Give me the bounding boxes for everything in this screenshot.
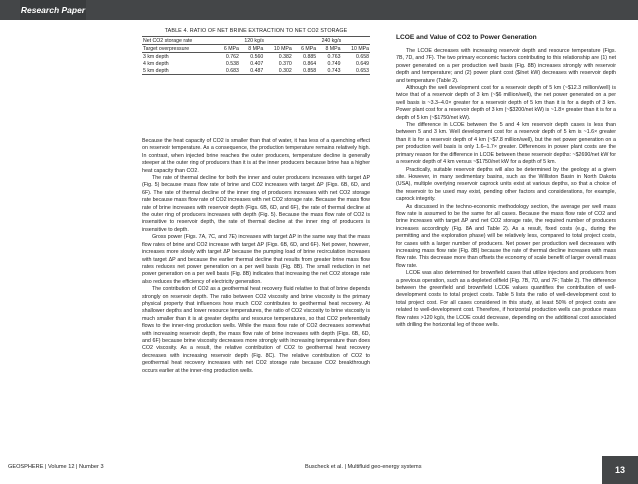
right-column	[396, 48, 616, 329]
table-column-header: 6 MPa	[216, 45, 240, 53]
table-cell: 0.763	[327, 53, 341, 60]
journal-info: GEOSPHERE | Volume 12 | Number 3	[8, 464, 104, 470]
table-column-header: 8 MPa	[317, 45, 341, 53]
table-cell: 0.762	[225, 53, 239, 60]
paragraph: The contribution of CO2 as a geothermal heat recovery fluid relative to that of brine depends strongly on reservoir depth. The ratio between CO2 viscosity and brine viscosity is the primary physical property that influences how much CO2 contributes to geothermal heat recovery. At shallower depths and lower resource temperatures, the ratio of CO2 viscosity to brine viscosity is much smaller than it is at greater depths and resource temperatures, so that CO2 preferentially flows to the inner-ring production wells. While the mass flow rate of CO2 decreases somewhat with increasing reservoir depth, the mass flow rate of brine increases with depth (Figs. 6B, 6D, and 6F) because brine viscosity decreases more strongly with increasing temperature than does CO2 viscosity. As a result, the relative contribution of CO2 to geothermal heat recovery decreases with increasing reservoir depth (Fig. 8C). The relative contribution of CO2 to geothermal heat recovery increases with net CO2 storage rate because CO2 breakthrough occurs earlier at the inner-ring production wells.	[142, 286, 370, 374]
table-column-header: 10 MPa	[264, 45, 293, 53]
table-cell: 0.560	[250, 53, 264, 60]
table-header-label: Target overpressure	[142, 45, 216, 53]
table-cell: 0.885	[303, 53, 317, 60]
paragraph: The rate of thermal decline for both the inner and outer producers increases with target ΔP (Fig. 5) because mass flow rate of brine and CO2 increases with target ΔP (Figs. 6B, 6D, and 6F). The rate of thermal decline of the inner ring of producers increases with net CO2 storage rate because mass flow rate of CO2 increases with net CO2 storage rate. Because the mass flow rate of brine increases with reservoir depth (Figs. 6B, 6D, and 6F), the rate of thermal decline at the outer ring of producers increases with depth (Fig. 5). Because the mass flow rate of CO2 is insensitive to reservoir depth, the rate of thermal decline at the inner ring of producers is insensitive to depth.	[142, 175, 370, 233]
table-cell: 0.382	[278, 53, 292, 60]
table-cell: 0.749	[327, 60, 341, 67]
top-banner	[0, 0, 638, 20]
table-cell: 0.743	[317, 67, 341, 75]
table-caption: TABLE 4. RATIO OF NET BRINE EXTRACTION TO NET CO2 STORAGE	[164, 28, 348, 34]
table-cell: 0.538	[225, 60, 239, 67]
table-cell: 0.653	[341, 67, 370, 75]
table-column-header: 6 MPa	[293, 45, 317, 53]
table-grid	[142, 36, 370, 75]
paragraph: The LCOE decreases with increasing reservoir depth and resource temperature (Figs. 7B, 7D, and 7F). The two primary economic factors contributing to this relationship are (1) net power generated on a per production well basis (Fig. 8B) increases strongly with reservoir depth and temperature; and (2) power plant cost ($/net kW) decreases with reservoir depth and temperature (Table 2).	[396, 48, 616, 84]
author-info: Buscheck et al. | Multifluid geo-energy systems	[305, 464, 422, 470]
table-header-label: Net CO2 storage rate	[142, 37, 216, 45]
table-row-label: 3 km depth	[143, 53, 169, 60]
table-cell: 0.302	[264, 67, 293, 75]
left-column	[142, 138, 370, 375]
table-cell: 0.487	[240, 67, 264, 75]
table-cell: 0.864	[303, 60, 317, 67]
paragraph: Because the heat capacity of CO2 is smaller than that of water, it has less of a quenching effect on reservoir temperature. As a consequence, the production temperature remains relatively high. In contrast, when injected brine reaches the outer producers, temperature decline is generally steeper at the outer ring of producers than it is at the inner producers because brine has a higher heat capacity than CO2.	[142, 138, 370, 174]
table-cell: 0.858	[293, 67, 317, 75]
table-column-header: 8 MPa	[240, 45, 264, 53]
table-row	[142, 67, 370, 75]
table-cell: 0.649	[356, 60, 369, 67]
paragraph: LCOE was also determined for brownfield cases that utilize injectors and producers from a previous operation, such as a depleted oilfield (Fig. 7B, 7D, and 7F; Table 2). The difference between the greenfield and brownfield LCOE values quantifies the contribution of well-development costs to total project costs. Table 5 lists the ratio of well-development cost to total project cost. For all cases considered in this study, at least 50% of project costs are related to well-development cost. Therefore, if horizontal production wells can produce mass flow rates >120 kg/s, the LCOE could decrease, depending on the additional cost associated with drilling the horizontal leg of those wells.	[396, 270, 616, 329]
paragraph: As discussed in the techno-economic methodology section, the average per well mass flow rate is assumed to be the same for all cases. Because the mass flow rate of CO2 and brine increases with target ΔP and net CO2 storage rate, the required number of producers increases accordingly (Fig. 8A and Table 2). As a result, fixed costs (e.g., during the permitting and the exploration phase) will be relatively less, compared to total project costs, for cases with a larger number of producers. Net power per production well decreases with increasing mass flow rate (Fig. 8B) because the rate of thermal decline increases with mass flow rate. This decrease more than offsets the economy of scale benefit of larger overall mass flow rate.	[396, 203, 616, 269]
table-group-header: 240 kg/s	[293, 37, 370, 45]
paragraph: The difference in LCOE between the 5 and 4 km reservoir depth cases is less than between 5 and 3 km. Well development cost for a reservoir depth of 5 km is ~1.6× greater than it is for a reservoir depth of 4 km (~$7.8 million/well), but the net power generation on a per production well basis is only 1.6–1.7× greater. Differences in power plant costs are the primary reason for the difference in LCOE between these reservoir depths: ~$2690/net kW for a reservoir depth of 4 km versus ~$1750/net kW for a depth of 5 km.	[396, 122, 616, 166]
table-row	[142, 60, 370, 67]
table-cell: 0.658	[356, 53, 369, 60]
table-group-header: 120 kg/s	[216, 37, 293, 45]
table-row	[142, 53, 370, 61]
table-row-label: 5 km depth	[142, 67, 216, 75]
section-heading: LCOE and Value of CO2 to Power Generation	[396, 34, 537, 41]
table-cell: 0.407	[250, 60, 264, 67]
table-4	[142, 28, 370, 75]
page-number: 13	[602, 456, 638, 484]
table-row-label: 4 km depth	[143, 60, 169, 67]
table-column-header: 10 MPa	[341, 45, 370, 53]
section-badge: Research Paper	[20, 0, 86, 20]
table-cell: 0.370	[278, 60, 292, 67]
paragraph: Gross power (Figs. 7A, 7C, and 7E) increases with target ΔP in the same way that the mass flow rates of brine and CO2 increase with target ΔP (Figs. 6B, 6D, and 6F). Net power, however, increases more slowly with target ΔP because the pumping load of brine recirculation increases with target ΔP and because the earlier thermal decline that results from greater brine mass flow rates reduces net power generation on a per well basis (Fig. 8B). The small reduction in net power generation on a per well basis (Fig. 8B) indicates that increasing the net CO2 storage rate also reduces the efficiency of electricity generation.	[142, 234, 370, 285]
table-cell: 0.683	[216, 67, 240, 75]
paragraph: Although the well development cost for a reservoir depth of 5 km (~$12.3 million/well) is twice that of a reservoir depth of 3 km (~$6 million/well), the net power generated on a per well basis is ~3.3–4.0× greater for a reservoir depth of 5 km than it is for a depth of 3 km. Power plant cost for a reservoir depth of 3 km (~$3200/net kW) is ~1.8× greater than it is for a depth of 5 km (~$1750/net kW).	[396, 85, 616, 121]
paragraph: Practically, suitable reservoir depths will also be determined by the geology at a given site. However, in many sedimentary basins, such as the Williston Basin in North Dakota (USA), multiple overlying reservoir caprock units exist at various depths, so that a choice of the reservoir to be used may exist, pending other factors and considerations, for example, caprock integrity.	[396, 166, 616, 203]
page-footer	[0, 456, 638, 484]
